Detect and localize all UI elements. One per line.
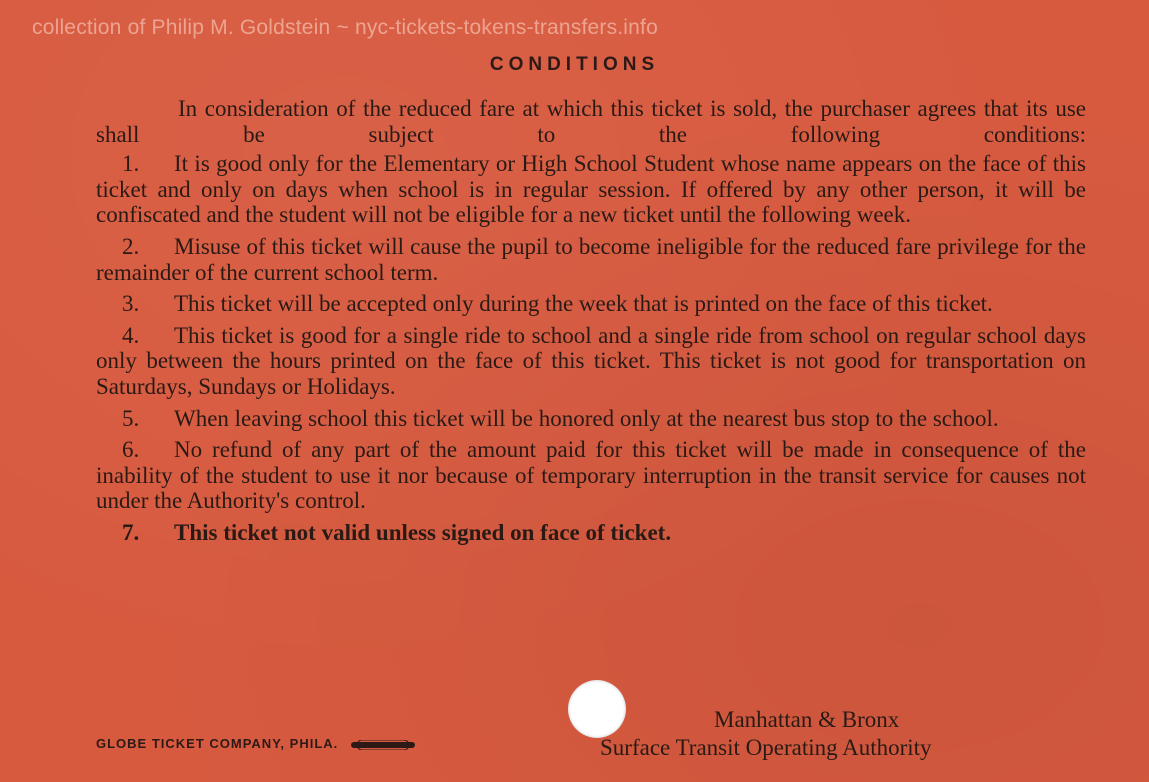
condition-2	[96, 234, 1086, 285]
condition-1	[96, 151, 1086, 228]
condition-text: This ticket not valid unless signed on face of ticket.	[174, 519, 672, 545]
condition-text: When leaving school this ticket will be honored only at the nearest bus stop to the school.	[174, 405, 999, 431]
condition-number: 6.	[122, 437, 140, 463]
union-label-icon	[351, 740, 415, 750]
printer-imprint	[96, 736, 415, 751]
condition-number: 5.	[122, 405, 140, 431]
conditions-body	[96, 96, 1086, 552]
condition-number: 1.	[122, 151, 140, 177]
condition-number: 7.	[122, 519, 140, 545]
conditions-heading: CONDITIONS	[489, 54, 660, 75]
condition-7	[96, 520, 1086, 546]
condition-text: No refund of any part of the amount paid for this ticket will be made in consequence of the inability of the student to use it nor because of temporary interruption in the transit service for causes not under the Authority's control.	[96, 437, 1086, 514]
condition-4	[96, 323, 1086, 400]
intro-paragraph: In consideration of the reduced fare at which this ticket is sold, the purchaser agrees that its use shall be subject to the following conditions:	[96, 96, 1086, 147]
signature-line-2: Surface Transit Operating Authority	[600, 735, 932, 760]
authority-signature	[600, 706, 1090, 762]
signature-line-1: Manhattan & Bronx	[714, 707, 900, 732]
punch-hole	[568, 680, 626, 738]
condition-text: It is good only for the Elementary or High School Student whose name appears on the face of this ticket and only on days when school is in regular session. If offered by any other person, it will be confiscated and the student will not be eligible for a new ticket until the following week.	[96, 151, 1086, 228]
condition-3	[96, 291, 1086, 317]
printer-name: GLOBE TICKET COMPANY, PHILA.	[96, 736, 339, 751]
condition-number: 4.	[122, 322, 140, 348]
condition-number: 3.	[122, 291, 140, 317]
condition-5	[96, 406, 1086, 432]
condition-text: This ticket will be accepted only during the week that is printed on the face of this ticket.	[174, 291, 993, 317]
condition-6	[96, 437, 1086, 514]
collection-watermark: collection of Philip M. Goldstein ~ nyc-tickets-tokens-transfers.info	[32, 16, 658, 39]
condition-text: Misuse of this ticket will cause the pupil to become ineligible for the reduced fare privilege for the remainder of the current school term.	[96, 233, 1086, 285]
condition-number: 2.	[122, 233, 140, 259]
condition-text: This ticket is good for a single ride to school and a single ride from school on regular school days only between the hours printed on the face of this ticket. This ticket is not good for transportation on Saturdays, Sundays or Holidays.	[96, 322, 1086, 399]
